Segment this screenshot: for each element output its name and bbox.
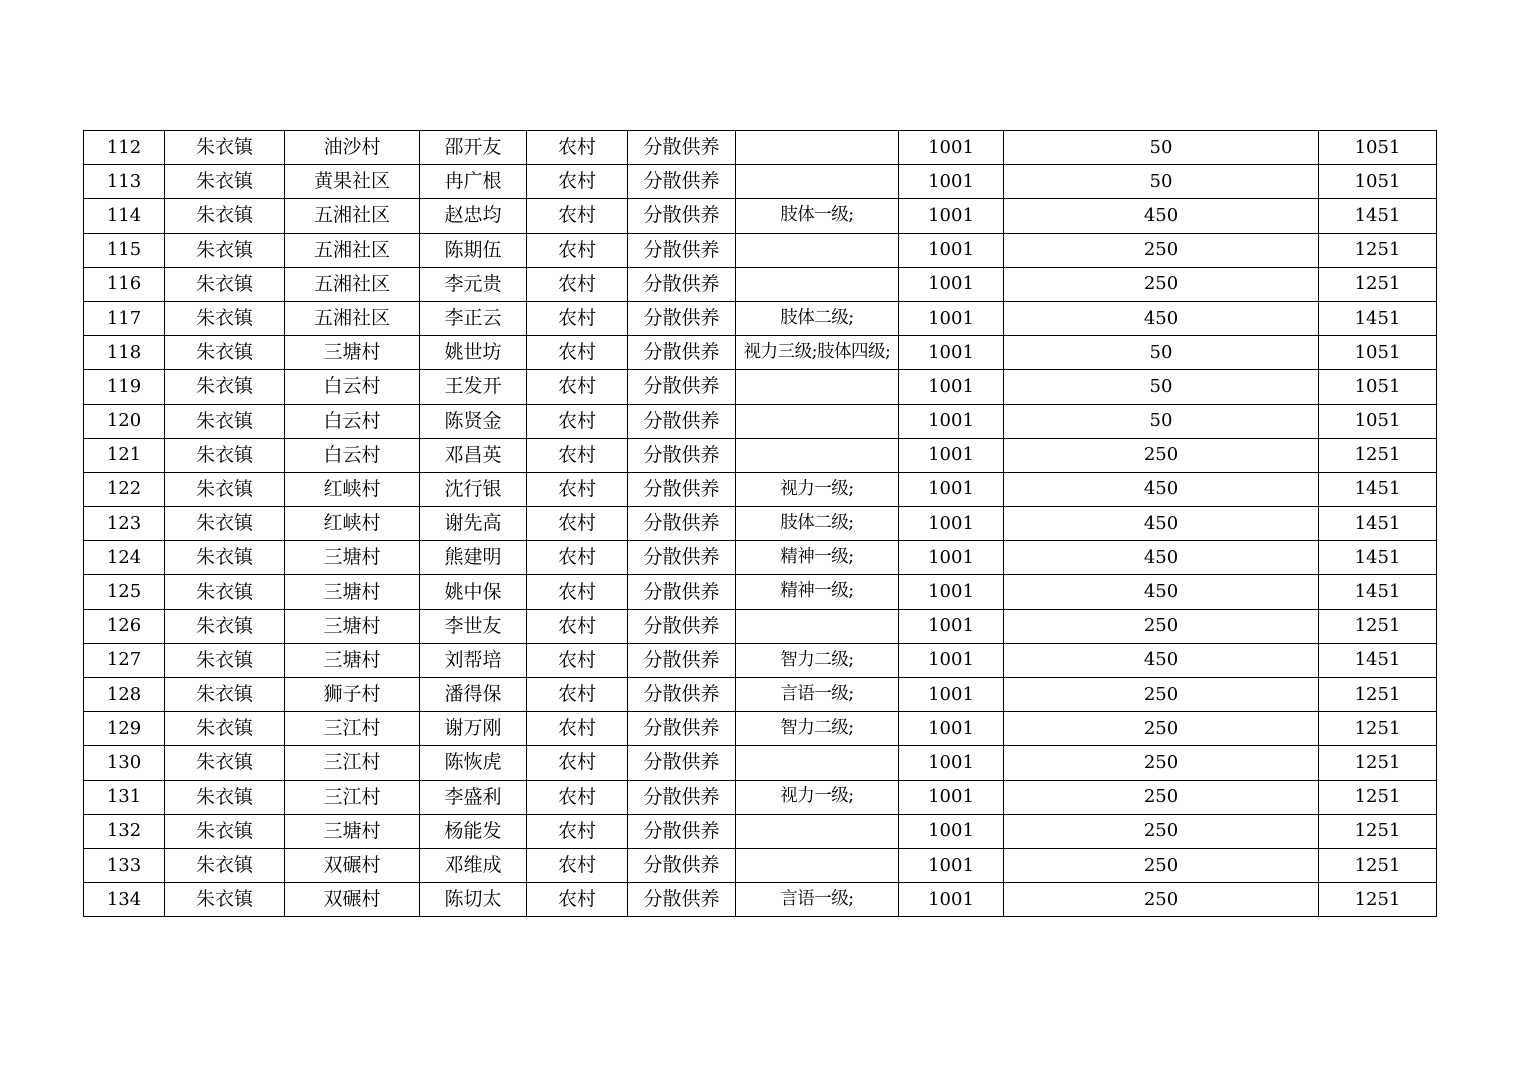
- cell-person-name: 姚世坊: [420, 336, 527, 370]
- cell-area-type: 农村: [527, 233, 628, 267]
- cell-disability: [736, 609, 899, 643]
- cell-person-name: 李元贵: [420, 267, 527, 301]
- cell-village: 白云村: [285, 404, 420, 438]
- cell-town: 朱衣镇: [165, 712, 285, 746]
- cell-person-name: 沈行银: [420, 472, 527, 506]
- cell-support-type: 分散供养: [628, 472, 736, 506]
- cell-disability: [736, 848, 899, 882]
- cell-support-type: 分散供养: [628, 336, 736, 370]
- cell-person-name: 陈切太: [420, 883, 527, 917]
- cell-support-type: 分散供养: [628, 780, 736, 814]
- cell-town: 朱衣镇: [165, 336, 285, 370]
- cell-amount-total: 1451: [1319, 301, 1437, 335]
- cell-amount-base: 1001: [899, 199, 1004, 233]
- cell-amount-extra: 50: [1004, 165, 1319, 199]
- cell-support-type: 分散供养: [628, 370, 736, 404]
- cell-serial-number: 112: [84, 131, 165, 165]
- cell-amount-extra: 450: [1004, 507, 1319, 541]
- cell-area-type: 农村: [527, 199, 628, 233]
- cell-village: 五湘社区: [285, 301, 420, 335]
- cell-amount-extra: 50: [1004, 336, 1319, 370]
- cell-amount-base: 1001: [899, 678, 1004, 712]
- cell-area-type: 农村: [527, 267, 628, 301]
- cell-amount-base: 1001: [899, 541, 1004, 575]
- cell-amount-extra: 250: [1004, 438, 1319, 472]
- cell-amount-total: 1251: [1319, 678, 1437, 712]
- cell-amount-base: 1001: [899, 165, 1004, 199]
- cell-town: 朱衣镇: [165, 472, 285, 506]
- cell-support-type: 分散供养: [628, 712, 736, 746]
- cell-serial-number: 126: [84, 609, 165, 643]
- cell-amount-total: 1051: [1319, 336, 1437, 370]
- cell-disability: [736, 814, 899, 848]
- cell-amount-total: 1451: [1319, 199, 1437, 233]
- cell-serial-number: 121: [84, 438, 165, 472]
- cell-area-type: 农村: [527, 541, 628, 575]
- cell-amount-base: 1001: [899, 370, 1004, 404]
- cell-town: 朱衣镇: [165, 609, 285, 643]
- cell-village: 白云村: [285, 438, 420, 472]
- cell-amount-total: 1251: [1319, 438, 1437, 472]
- table-row: [84, 746, 1437, 780]
- cell-support-type: 分散供养: [628, 233, 736, 267]
- table-body: [84, 131, 1437, 917]
- cell-amount-total: 1451: [1319, 472, 1437, 506]
- cell-person-name: 赵忠均: [420, 199, 527, 233]
- cell-village: 三塘村: [285, 609, 420, 643]
- cell-village: 白云村: [285, 370, 420, 404]
- table-row: [84, 165, 1437, 199]
- cell-area-type: 农村: [527, 643, 628, 677]
- cell-area-type: 农村: [527, 131, 628, 165]
- cell-village: 三塘村: [285, 336, 420, 370]
- cell-support-type: 分散供养: [628, 165, 736, 199]
- cell-area-type: 农村: [527, 370, 628, 404]
- cell-town: 朱衣镇: [165, 404, 285, 438]
- cell-amount-total: 1451: [1319, 541, 1437, 575]
- cell-village: 双碾村: [285, 848, 420, 882]
- cell-disability: [736, 404, 899, 438]
- table-row: [84, 541, 1437, 575]
- cell-amount-base: 1001: [899, 233, 1004, 267]
- cell-amount-total: 1051: [1319, 165, 1437, 199]
- cell-serial-number: 116: [84, 267, 165, 301]
- cell-village: 狮子村: [285, 678, 420, 712]
- cell-village: 红峡村: [285, 472, 420, 506]
- cell-amount-base: 1001: [899, 472, 1004, 506]
- cell-person-name: 刘帮培: [420, 643, 527, 677]
- cell-area-type: 农村: [527, 438, 628, 472]
- cell-amount-total: 1251: [1319, 267, 1437, 301]
- cell-amount-base: 1001: [899, 438, 1004, 472]
- cell-person-name: 王发开: [420, 370, 527, 404]
- cell-amount-total: 1451: [1319, 643, 1437, 677]
- cell-town: 朱衣镇: [165, 131, 285, 165]
- cell-support-type: 分散供养: [628, 848, 736, 882]
- cell-amount-base: 1001: [899, 575, 1004, 609]
- cell-amount-base: 1001: [899, 712, 1004, 746]
- cell-amount-base: 1001: [899, 848, 1004, 882]
- cell-amount-base: 1001: [899, 301, 1004, 335]
- cell-village: 三塘村: [285, 643, 420, 677]
- cell-village: 三塘村: [285, 541, 420, 575]
- cell-serial-number: 131: [84, 780, 165, 814]
- cell-amount-total: 1451: [1319, 507, 1437, 541]
- cell-amount-extra: 250: [1004, 746, 1319, 780]
- cell-support-type: 分散供养: [628, 301, 736, 335]
- cell-person-name: 陈期伍: [420, 233, 527, 267]
- cell-serial-number: 129: [84, 712, 165, 746]
- table-row: [84, 507, 1437, 541]
- cell-area-type: 农村: [527, 609, 628, 643]
- cell-town: 朱衣镇: [165, 370, 285, 404]
- cell-person-name: 潘得保: [420, 678, 527, 712]
- cell-disability: 言语一级;: [736, 678, 899, 712]
- cell-amount-extra: 250: [1004, 780, 1319, 814]
- cell-support-type: 分散供养: [628, 131, 736, 165]
- cell-disability: [736, 131, 899, 165]
- table-row: [84, 404, 1437, 438]
- cell-disability: 肢体二级;: [736, 507, 899, 541]
- table-row: [84, 643, 1437, 677]
- cell-serial-number: 117: [84, 301, 165, 335]
- cell-village: 红峡村: [285, 507, 420, 541]
- cell-town: 朱衣镇: [165, 848, 285, 882]
- cell-village: 油沙村: [285, 131, 420, 165]
- cell-town: 朱衣镇: [165, 575, 285, 609]
- cell-village: 五湘社区: [285, 267, 420, 301]
- cell-town: 朱衣镇: [165, 541, 285, 575]
- cell-amount-extra: 250: [1004, 678, 1319, 712]
- cell-disability: 言语一级;: [736, 883, 899, 917]
- cell-amount-extra: 450: [1004, 541, 1319, 575]
- cell-area-type: 农村: [527, 336, 628, 370]
- cell-serial-number: 123: [84, 507, 165, 541]
- cell-disability: 视力一级;: [736, 780, 899, 814]
- cell-amount-total: 1251: [1319, 233, 1437, 267]
- cell-support-type: 分散供养: [628, 541, 736, 575]
- cell-town: 朱衣镇: [165, 199, 285, 233]
- cell-serial-number: 128: [84, 678, 165, 712]
- cell-person-name: 熊建明: [420, 541, 527, 575]
- cell-town: 朱衣镇: [165, 780, 285, 814]
- cell-area-type: 农村: [527, 404, 628, 438]
- table-row: [84, 336, 1437, 370]
- cell-amount-base: 1001: [899, 131, 1004, 165]
- table-row: [84, 438, 1437, 472]
- cell-person-name: 邓维成: [420, 848, 527, 882]
- cell-village: 三塘村: [285, 575, 420, 609]
- table-row: [84, 472, 1437, 506]
- cell-amount-total: 1251: [1319, 712, 1437, 746]
- table-row: [84, 780, 1437, 814]
- cell-town: 朱衣镇: [165, 233, 285, 267]
- cell-town: 朱衣镇: [165, 643, 285, 677]
- cell-person-name: 邵开友: [420, 131, 527, 165]
- table-row: [84, 267, 1437, 301]
- cell-serial-number: 113: [84, 165, 165, 199]
- cell-amount-extra: 50: [1004, 131, 1319, 165]
- cell-person-name: 陈贤金: [420, 404, 527, 438]
- cell-area-type: 农村: [527, 712, 628, 746]
- cell-support-type: 分散供养: [628, 883, 736, 917]
- cell-person-name: 李世友: [420, 609, 527, 643]
- cell-disability: [736, 746, 899, 780]
- cell-amount-extra: 250: [1004, 712, 1319, 746]
- cell-amount-base: 1001: [899, 814, 1004, 848]
- table-row: [84, 370, 1437, 404]
- cell-area-type: 农村: [527, 848, 628, 882]
- cell-amount-extra: 450: [1004, 301, 1319, 335]
- cell-serial-number: 118: [84, 336, 165, 370]
- cell-area-type: 农村: [527, 575, 628, 609]
- table-row: [84, 609, 1437, 643]
- cell-amount-extra: 250: [1004, 267, 1319, 301]
- cell-person-name: 谢先高: [420, 507, 527, 541]
- cell-amount-base: 1001: [899, 746, 1004, 780]
- cell-support-type: 分散供养: [628, 746, 736, 780]
- cell-amount-total: 1051: [1319, 370, 1437, 404]
- cell-person-name: 李盛利: [420, 780, 527, 814]
- cell-support-type: 分散供养: [628, 507, 736, 541]
- cell-area-type: 农村: [527, 746, 628, 780]
- cell-area-type: 农村: [527, 883, 628, 917]
- cell-serial-number: 125: [84, 575, 165, 609]
- cell-amount-extra: 450: [1004, 199, 1319, 233]
- cell-area-type: 农村: [527, 301, 628, 335]
- cell-person-name: 谢万刚: [420, 712, 527, 746]
- cell-serial-number: 119: [84, 370, 165, 404]
- cell-support-type: 分散供养: [628, 575, 736, 609]
- cell-amount-base: 1001: [899, 267, 1004, 301]
- table-row: [84, 575, 1437, 609]
- cell-village: 三塘村: [285, 814, 420, 848]
- cell-amount-base: 1001: [899, 507, 1004, 541]
- cell-support-type: 分散供养: [628, 643, 736, 677]
- cell-amount-total: 1051: [1319, 131, 1437, 165]
- cell-serial-number: 130: [84, 746, 165, 780]
- cell-amount-extra: 450: [1004, 472, 1319, 506]
- cell-amount-total: 1251: [1319, 883, 1437, 917]
- cell-amount-extra: 250: [1004, 609, 1319, 643]
- cell-serial-number: 114: [84, 199, 165, 233]
- cell-serial-number: 115: [84, 233, 165, 267]
- cell-village: 双碾村: [285, 883, 420, 917]
- cell-town: 朱衣镇: [165, 814, 285, 848]
- cell-disability: [736, 267, 899, 301]
- cell-amount-total: 1251: [1319, 609, 1437, 643]
- cell-disability: [736, 370, 899, 404]
- cell-serial-number: 132: [84, 814, 165, 848]
- cell-area-type: 农村: [527, 678, 628, 712]
- cell-serial-number: 134: [84, 883, 165, 917]
- table-row: [84, 678, 1437, 712]
- table-row: [84, 233, 1437, 267]
- cell-amount-base: 1001: [899, 609, 1004, 643]
- table-row: [84, 883, 1437, 917]
- table-row: [84, 848, 1437, 882]
- cell-area-type: 农村: [527, 472, 628, 506]
- cell-area-type: 农村: [527, 165, 628, 199]
- table-row: [84, 131, 1437, 165]
- cell-amount-extra: 250: [1004, 848, 1319, 882]
- cell-amount-base: 1001: [899, 643, 1004, 677]
- cell-town: 朱衣镇: [165, 678, 285, 712]
- cell-disability: 智力二级;: [736, 643, 899, 677]
- cell-disability: 肢体二级;: [736, 301, 899, 335]
- cell-village: 三江村: [285, 780, 420, 814]
- data-table: [83, 130, 1437, 917]
- table-row: [84, 199, 1437, 233]
- cell-village: 五湘社区: [285, 199, 420, 233]
- cell-amount-extra: 250: [1004, 233, 1319, 267]
- cell-disability: 智力二级;: [736, 712, 899, 746]
- cell-amount-base: 1001: [899, 404, 1004, 438]
- cell-village: 三江村: [285, 746, 420, 780]
- cell-area-type: 农村: [527, 507, 628, 541]
- cell-person-name: 陈恢虎: [420, 746, 527, 780]
- cell-amount-extra: 250: [1004, 814, 1319, 848]
- cell-support-type: 分散供养: [628, 404, 736, 438]
- cell-person-name: 邓昌英: [420, 438, 527, 472]
- cell-amount-base: 1001: [899, 336, 1004, 370]
- cell-amount-total: 1251: [1319, 814, 1437, 848]
- cell-person-name: 冉广根: [420, 165, 527, 199]
- table-row: [84, 712, 1437, 746]
- cell-amount-extra: 450: [1004, 575, 1319, 609]
- cell-town: 朱衣镇: [165, 438, 285, 472]
- cell-amount-total: 1251: [1319, 848, 1437, 882]
- cell-amount-extra: 250: [1004, 883, 1319, 917]
- cell-disability: [736, 165, 899, 199]
- cell-disability: [736, 438, 899, 472]
- cell-person-name: 李正云: [420, 301, 527, 335]
- cell-village: 五湘社区: [285, 233, 420, 267]
- cell-disability: 精神一级;: [736, 575, 899, 609]
- cell-area-type: 农村: [527, 780, 628, 814]
- cell-amount-total: 1251: [1319, 746, 1437, 780]
- cell-amount-base: 1001: [899, 883, 1004, 917]
- cell-serial-number: 133: [84, 848, 165, 882]
- cell-serial-number: 120: [84, 404, 165, 438]
- cell-amount-extra: 50: [1004, 404, 1319, 438]
- cell-area-type: 农村: [527, 814, 628, 848]
- cell-town: 朱衣镇: [165, 883, 285, 917]
- cell-town: 朱衣镇: [165, 301, 285, 335]
- cell-village: 黄果社区: [285, 165, 420, 199]
- cell-disability: 肢体一级;: [736, 199, 899, 233]
- cell-amount-total: 1051: [1319, 404, 1437, 438]
- cell-support-type: 分散供养: [628, 814, 736, 848]
- cell-serial-number: 127: [84, 643, 165, 677]
- cell-amount-total: 1251: [1319, 780, 1437, 814]
- cell-support-type: 分散供养: [628, 438, 736, 472]
- cell-amount-total: 1451: [1319, 575, 1437, 609]
- cell-person-name: 姚中保: [420, 575, 527, 609]
- cell-town: 朱衣镇: [165, 165, 285, 199]
- cell-support-type: 分散供养: [628, 609, 736, 643]
- cell-disability: 精神一级;: [736, 541, 899, 575]
- cell-serial-number: 124: [84, 541, 165, 575]
- cell-support-type: 分散供养: [628, 678, 736, 712]
- cell-disability: 视力三级;肢体四级;: [736, 336, 899, 370]
- cell-village: 三江村: [285, 712, 420, 746]
- cell-disability: [736, 233, 899, 267]
- cell-support-type: 分散供养: [628, 267, 736, 301]
- cell-amount-base: 1001: [899, 780, 1004, 814]
- cell-person-name: 杨能发: [420, 814, 527, 848]
- cell-disability: 视力一级;: [736, 472, 899, 506]
- cell-amount-extra: 50: [1004, 370, 1319, 404]
- cell-serial-number: 122: [84, 472, 165, 506]
- cell-support-type: 分散供养: [628, 199, 736, 233]
- table-row: [84, 814, 1437, 848]
- cell-town: 朱衣镇: [165, 746, 285, 780]
- table-row: [84, 301, 1437, 335]
- cell-amount-extra: 450: [1004, 643, 1319, 677]
- cell-town: 朱衣镇: [165, 507, 285, 541]
- cell-town: 朱衣镇: [165, 267, 285, 301]
